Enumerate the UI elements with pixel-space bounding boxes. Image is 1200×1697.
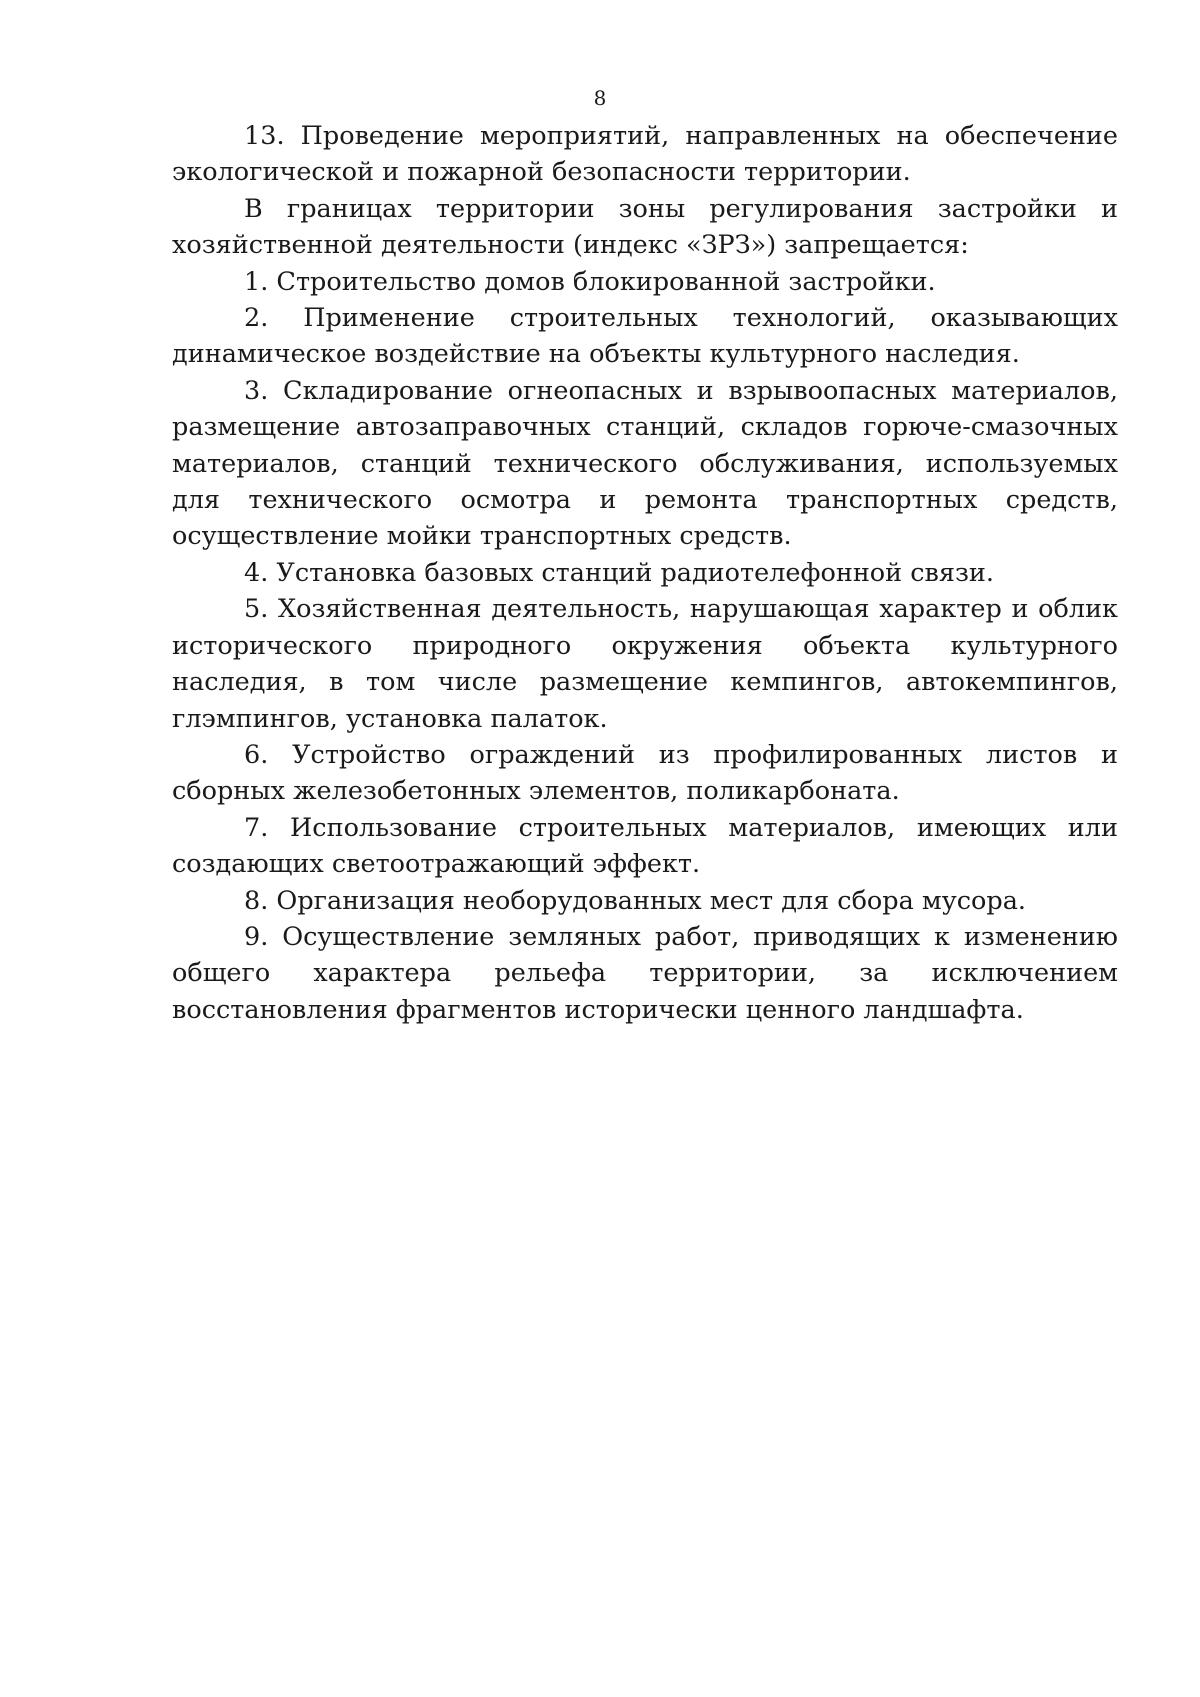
paragraph-item-8: 8. Организация необорудованных мест для сбора мусора.: [244, 885, 1027, 916]
document-body: [172, 118, 1118, 1028]
paragraph-zrz-intro: В границах территории зоны регулирования застройки и хозяйственной деятельности (индекс «ЗРЗ») запрещается:: [172, 193, 1118, 261]
paragraph-item-3: 3. Складирование огнеопасных и взрывоопасных материалов, размещение автозаправочных станций, складов горюче-смазочных материалов, станций технического обслуживания, используемых для технического осмотра и ремонта транспортных средств, осуществление мойки транспортных средств.: [172, 375, 1118, 552]
paragraph-item-13: 13. Проведение мероприятий, направленных на обеспечение экологической и пожарной безопасности территории.: [172, 121, 1118, 188]
page-number: 8: [593, 86, 607, 110]
paragraph-item-6: 6. Устройство ограждений из профилированных листов и сборных железобетонных элементов, поликарбоната.: [172, 739, 1118, 807]
paragraph-item-9: 9. Осуществление земляных работ, приводящих к изменению общего характера рельефа территории, за исключением восстановления фрагментов исторически ценного ландшафта.: [172, 921, 1118, 1025]
paragraph-item-2: 2. Применение строительных технологий, оказывающих динамическое воздействие на объекты культурного наследия.: [172, 303, 1118, 370]
paragraph-item-4: 4. Установка базовых станций радиотелефонной связи.: [244, 557, 994, 588]
paragraph-item-1: 1. Строительство домов блокированной застройки.: [244, 266, 936, 297]
paragraph-item-7: 7. Использование строительных материалов, имеющих или создающих светоотражающий эффект.: [172, 812, 1118, 880]
paragraph-item-5: 5. Хозяйственная деятельность, нарушающая характер и облик исторического природного окружения объекта культурного наследия, в том числе размещение кемпингов, автокемпингов, глэмпингов, установка палаток.: [172, 594, 1118, 734]
